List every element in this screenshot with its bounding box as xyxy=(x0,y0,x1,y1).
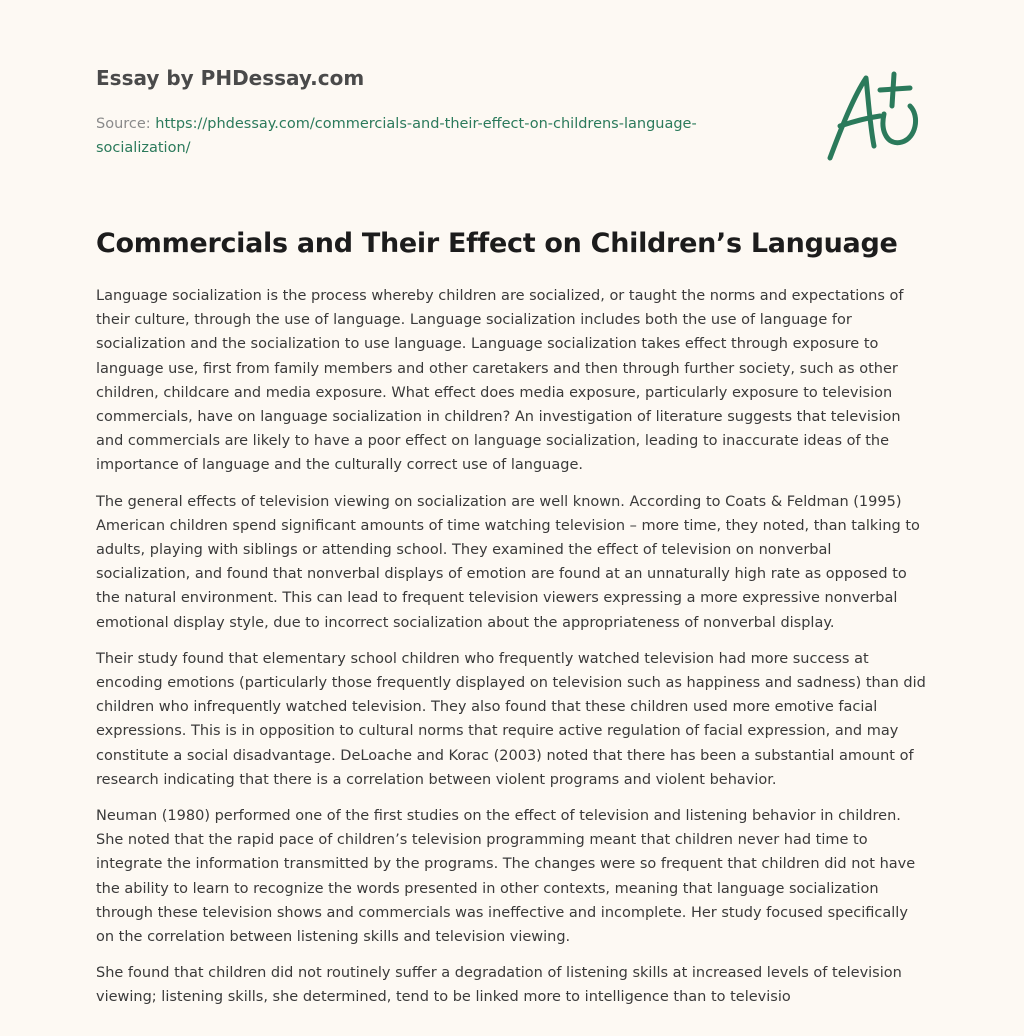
essay-header xyxy=(96,64,736,160)
article-paragraph: She found that children did not routinely suffer a degradation of listening skills at increased levels of television viewing; listening skills, she determined, tend to be linked more to intelligence than to televisio xyxy=(96,965,902,1006)
site-brand: Essay by PHDessay.com xyxy=(96,66,365,90)
article-title: Commercials and Their Effect on Children’s Language xyxy=(96,228,898,259)
article-paragraph: Neuman (1980) performed one of the first studies on the effect of television and listening behavior in children. She noted that the rapid pace of children’s television programming meant that children never had time to integrate the information transmitted by the programs. The changes were so frequent that children did not have the ability to learn to recognize the words presented in other contexts, meaning that language socialization through these television shows and commercials was ineffective and incomplete. Her study focused specifically on the correlation between listening skills and television viewing. xyxy=(96,808,916,946)
source-label: Source: xyxy=(96,116,156,132)
source-link[interactable]: https://phdessay.com/commercials-and-their-effect-on-childrens-language-socialization/ xyxy=(96,116,697,156)
article-paragraph: The general effects of television viewing on socialization are well known. According to Coats & Feldman (1995) American children spend significant amounts of time watching television – more time, they noted, than talking to adults, playing with siblings or attending school. They examined the effect of television on nonverbal socialization, and found that nonverbal displays of emotion are found at an unnaturally high rate as opposed to the natural environment. This can lead to frequent television viewers expressing a more expressive nonverbal emotional display style, due to incorrect socialization about the appropriateness of nonverbal display. xyxy=(96,493,920,631)
article-paragraph: Language socialization is the process whereby children are socialized, or taught the norms and expectations of their culture, through the use of language. Language socialization includes both the use of language for socialization and the socialization to use language. Language socialization takes effect through exposure to language use, first from family members and other caretakers and then through further society, such as other children, childcare and media exposure. What effect does media exposure, particularly exposure to television commercials, have on language socialization in children? An investigation of literature suggests that television and commercials are likely to have a poor effect on language socialization, leading to inaccurate ideas of the importance of language and the culturally correct use of language. xyxy=(96,288,904,474)
article-paragraph: Their study found that elementary school children who frequently watched television had more success at encoding emotions (particularly those frequently displayed on television such as happiness and sadness) than did children who infrequently watched television. They also found that these children used more emotive facial expressions. This is in opposition to cultural norms that require active regulation of facial expression, and may constitute a social disadvantage. DeLoache and Korac (2003) noted that there has been a substantial amount of research indicating that there is a correlation between violent programs and violent behavior. xyxy=(96,650,926,788)
source-line xyxy=(96,112,736,160)
article-body xyxy=(96,284,928,1022)
a-plus-grade-icon xyxy=(822,66,932,166)
